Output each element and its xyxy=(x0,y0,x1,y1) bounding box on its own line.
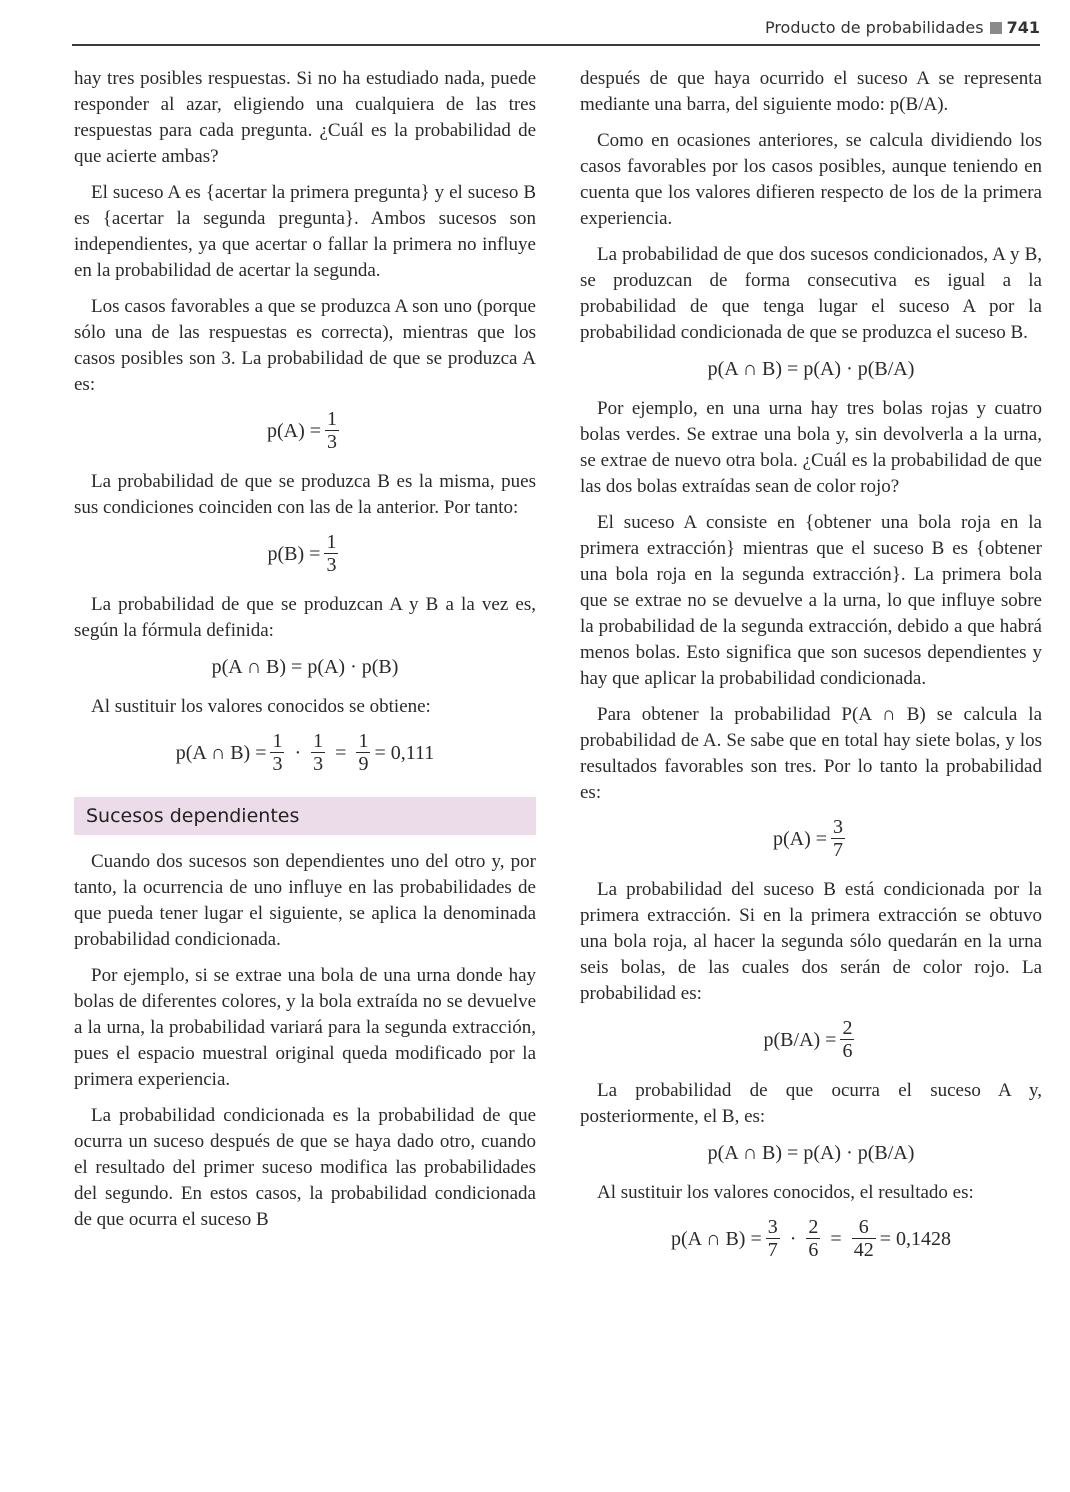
numerator: 1 xyxy=(327,408,338,430)
equation-lhs: p(A ∩ B) = xyxy=(175,741,267,764)
equation-result: = 0,111 xyxy=(374,741,435,764)
running-head xyxy=(765,18,1040,37)
denominator: 3 xyxy=(313,753,324,775)
paragraph: El suceso A consiste en {obtener una bola roja en la primera extracción} mientras que el suceso B es {obtener una bola roja en la segunda extracción}. La primera bola que se extrae no se devuelve a la urna, lo que influye sobre la probabilidad de la segunda extracción, debido a que habrá menos bolas. Esto significa que son sucesos dependientes y hay que aplicar la probabilidad condicionada. xyxy=(580,512,1042,689)
denominator: 7 xyxy=(767,1239,778,1261)
numerator: 3 xyxy=(767,1216,778,1238)
paragraph: Para obtener la probabilidad P(A ∩ B) se calcula la probabilidad de A. Se sabe que en total hay siete bolas, y los resultados favorables son tres. Por lo tanto la probabilidad es: xyxy=(580,704,1042,803)
denominator: 42 xyxy=(853,1239,874,1261)
equation: p(A ∩ B) = p(A) · p(B) xyxy=(211,656,399,678)
fraction xyxy=(325,408,339,453)
right-column xyxy=(580,66,1042,1277)
numerator: 1 xyxy=(358,730,369,752)
paragraph: La probabilidad del suceso B está condicionada por la primera extracción. Si en la primera extracción se obtuvo una bola roja, al hacer la segunda sólo quedarán en la urna seis bolas, de las cuales dos serán de color rojo. La probabilidad es: xyxy=(580,879,1042,1004)
equation-lhs: p(A) = xyxy=(266,419,322,442)
equation: p(A ∩ B) = p(A) · p(B/A) xyxy=(707,1142,915,1164)
operator: · xyxy=(789,1227,797,1250)
equation-lhs: p(A ∩ B) = xyxy=(671,1227,762,1250)
denominator: 6 xyxy=(842,1040,853,1062)
equation-lhs: p(B/A) = xyxy=(763,1028,837,1051)
equation xyxy=(580,1216,1042,1261)
fraction xyxy=(324,531,338,576)
denominator: 3 xyxy=(326,554,337,576)
square-bullet-icon xyxy=(990,22,1002,34)
numerator: 6 xyxy=(858,1216,869,1238)
equation xyxy=(74,531,536,576)
paragraph: Al sustituir los valores conocidos, el resultado es: xyxy=(597,1182,974,1203)
paragraph: Los casos favorables a que se produzca A son uno (porque sólo una de las respuestas es correcta), mientras que los casos posibles son 3. La probabilidad de que se produzca A es: xyxy=(74,296,536,395)
equation xyxy=(580,816,1042,861)
denominator: 6 xyxy=(808,1239,819,1261)
equation xyxy=(74,408,536,453)
denominator: 9 xyxy=(358,753,369,775)
paragraph: hay tres posibles respuestas. Si no ha estudiado nada, puede responder al azar, eligiendo una cualquiera de las tres respuestas para cada pregunta. ¿Cuál es la probabilidad de que acierte ambas? xyxy=(74,68,536,167)
paragraph: La probabilidad de que se produzcan A y B a la vez es, según la fórmula definida: xyxy=(74,594,536,641)
numerator: 3 xyxy=(833,816,844,838)
paragraph: Al sustituir los valores conocidos se obtiene: xyxy=(91,696,431,717)
fraction xyxy=(831,816,845,861)
numerator: 1 xyxy=(313,730,324,752)
page-number: 741 xyxy=(1006,18,1040,37)
equation-result: = 0,1428 xyxy=(879,1227,951,1250)
operator: = xyxy=(335,741,347,764)
running-head-title: Producto de probabilidades xyxy=(764,18,984,37)
section-heading: Sucesos dependientes xyxy=(86,805,300,827)
numerator: 2 xyxy=(808,1216,819,1238)
equation-lhs: p(B) = xyxy=(267,542,321,565)
paragraph: La probabilidad condicionada es la probabilidad de que ocurra un suceso después de que se haya dado otro, cuando el resultado del primer suceso modifica las probabilidades del segundo. En estos casos, la probabilidad condicionada de que ocurra el suceso B xyxy=(74,1105,536,1230)
paragraph: Cuando dos sucesos son dependientes uno del otro y, por tanto, la ocurrencia de uno influye en las probabilidades de que pueda tener lugar el siguiente, se aplica la denominada probabilidad condicionada. xyxy=(74,851,536,950)
paragraph: La probabilidad de que se produzca B es la misma, pues sus condiciones coinciden con las de la anterior. Por tanto: xyxy=(74,471,536,518)
fraction xyxy=(806,1216,820,1261)
paragraph: La probabilidad de que dos sucesos condicionados, A y B, se produzcan de forma consecutiva es igual a la probabilidad de que tenga lugar el suceso A por la probabilidad condicionada de que se produzca el suceso B. xyxy=(580,244,1042,343)
paragraph: El suceso A es {acertar la primera pregunta} y el suceso B es {acertar la segunda pregunta}. Ambos sucesos son independientes, ya que acertar o fallar la primera no influye en la probabilidad de acertar la segunda. xyxy=(74,182,536,281)
paragraph: La probabilidad de que ocurra el suceso A y, posteriormente, el B, es: xyxy=(580,1080,1042,1127)
equation: p(A ∩ B) = p(A) · p(B/A) xyxy=(707,358,915,380)
paragraph: Como en ocasiones anteriores, se calcula dividiendo los casos favorables por los casos posibles, aunque teniendo en cuenta que los valores difieren respecto de los de la primera experiencia. xyxy=(580,130,1042,229)
paragraph: Por ejemplo, si se extrae una bola de una urna donde hay bolas de diferentes colores, y la bola extraída no se devuelve a la urna, la probabilidad variará para la segunda extracción, pues el espacio muestral original queda modificado por la primera experiencia. xyxy=(74,965,536,1090)
fraction xyxy=(766,1216,780,1261)
fraction xyxy=(270,730,284,775)
denominator: 7 xyxy=(833,839,844,861)
denominator: 3 xyxy=(272,753,283,775)
operator: = xyxy=(830,1227,842,1250)
numerator: 2 xyxy=(842,1017,853,1039)
equation xyxy=(74,730,536,775)
paragraph: Por ejemplo, en una urna hay tres bolas rojas y cuatro bolas verdes. Se extrae una bola y, sin devolverla a la urna, se extrae de nuevo otra bola. ¿Cuál es la probabilidad de que las dos bolas extraídas sean de color rojo? xyxy=(580,398,1042,497)
page-header xyxy=(72,14,1040,46)
denominator: 3 xyxy=(327,431,338,453)
fraction xyxy=(840,1017,854,1062)
fraction xyxy=(311,730,325,775)
paragraph: después de que haya ocurrido el suceso A se representa mediante una barra, del siguiente modo: p(B/A). xyxy=(580,68,1042,115)
fraction xyxy=(356,730,370,775)
section-heading-box xyxy=(74,797,536,835)
numerator: 1 xyxy=(272,730,283,752)
equation-lhs: p(A) = xyxy=(772,827,828,850)
equation xyxy=(580,1017,1042,1062)
left-column xyxy=(74,66,536,1243)
operator: · xyxy=(294,741,302,764)
fraction xyxy=(852,1216,876,1261)
numerator: 1 xyxy=(326,531,337,553)
